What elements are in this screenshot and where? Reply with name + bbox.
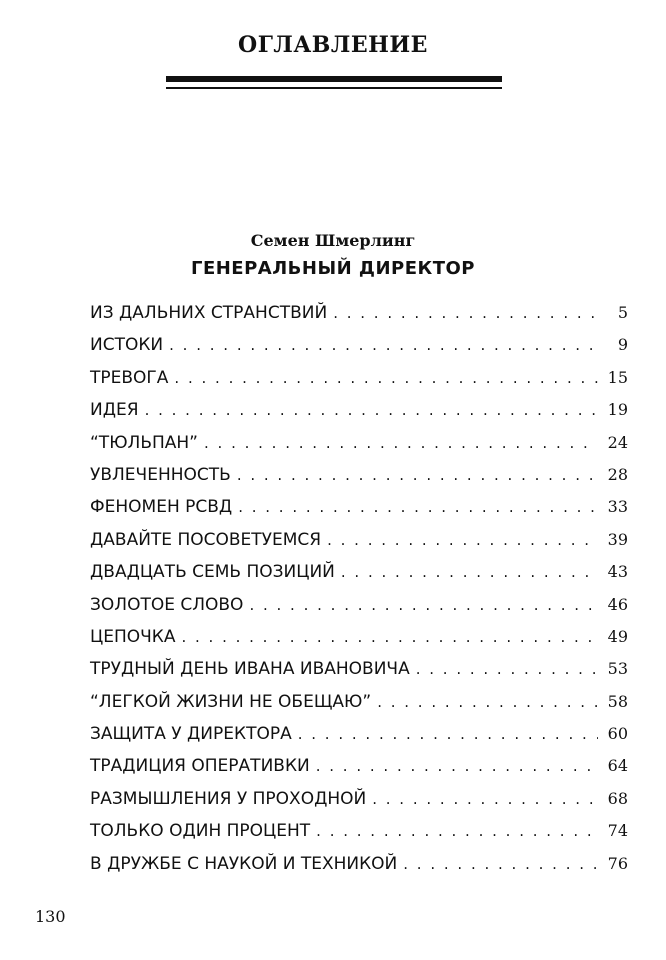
dot-leader [327, 531, 598, 549]
dot-leader [316, 822, 598, 840]
toc-entry [90, 433, 628, 465]
toc-entry-page: 9 [617, 335, 628, 355]
toc-entry-page: 58 [607, 691, 628, 711]
toc-entry [90, 400, 628, 432]
toc-entry [90, 692, 628, 724]
toc-entry [90, 789, 628, 821]
toc-entry-title: ТРУДНЫЙ ДЕНЬ ИВАНА ИВАНОВИЧА [90, 659, 410, 680]
dot-leader [377, 693, 598, 711]
dot-leader [181, 628, 598, 646]
toc-entry [90, 724, 628, 756]
toc-entry-title: ТОЛЬКО ОДИН ПРОЦЕНТ [90, 821, 311, 842]
dot-leader [249, 596, 598, 614]
toc-entry-title: “ТЮЛЬПАН” [90, 432, 198, 453]
toc-entry-page: 15 [607, 367, 628, 387]
toc-entry-title: В ДРУЖБЕ С НАУКОЙ И ТЕХНИКОЙ [90, 853, 398, 874]
page-number: 130 [35, 907, 66, 926]
toc-entry-page: 39 [607, 529, 628, 549]
dot-leader [204, 434, 598, 452]
toc-entry-page: 33 [607, 497, 628, 517]
toc-entry [90, 368, 628, 400]
toc-entry [90, 530, 628, 562]
toc-entry [90, 659, 628, 691]
toc-entry-title: ИДЕЯ [90, 400, 139, 421]
toc-entry-title: ФЕНОМЕН РСВД [90, 497, 233, 518]
dot-leader [298, 725, 598, 743]
toc-entry-title: ИЗ ДАЛЬНИХ СТРАНСТВИЙ [90, 303, 328, 323]
dot-leader [316, 757, 598, 775]
page-heading: ОГЛАВЛЕНИЕ [238, 32, 428, 58]
toc-entry-title: РАЗМЫШЛЕНИЯ У ПРОХОДНОЙ [90, 788, 367, 809]
heading-rule-thick [166, 76, 502, 82]
toc-entry-page: 46 [607, 594, 628, 614]
author-name: Семен Шмерлинг [250, 231, 416, 250]
toc-entry [90, 465, 628, 497]
dot-leader [416, 660, 598, 678]
dot-leader [372, 790, 598, 808]
dot-leader [237, 466, 598, 484]
toc-entry-page: 68 [607, 788, 628, 808]
toc-entry-page: 28 [607, 464, 628, 484]
toc-entry-page: 24 [607, 432, 628, 452]
toc-entry-page: 43 [607, 562, 628, 582]
toc-entry-title: ДАВАЙТЕ ПОСОВЕТУЕМСЯ [90, 529, 322, 550]
dot-leader [174, 369, 598, 387]
toc-entry-page: 76 [607, 853, 628, 873]
toc-entry-title: ИСТОКИ [90, 335, 164, 356]
toc-entry-title: ЗОЛОТОЕ СЛОВО [90, 594, 244, 615]
toc-entry-title: ЗАЩИТА У ДИРЕКТОРА [90, 724, 292, 745]
book-title: ГЕНЕРАЛЬНЫЙ ДИРЕКТОР [190, 258, 476, 279]
toc-entry-page: 60 [607, 724, 628, 744]
toc-entry-page: 53 [607, 659, 628, 679]
toc-entry-title: “ЛЕГКОЙ ЖИЗНИ НЕ ОБЕЩАЮ” [90, 691, 372, 712]
toc-entry-title: ДВАДЦАТЬ СЕМЬ ПОЗИЦИЙ [90, 562, 335, 583]
dot-leader [403, 855, 598, 873]
toc-entry [90, 595, 628, 627]
dot-leader [341, 563, 598, 581]
heading-rule-thin [166, 87, 502, 89]
toc-entry-page: 49 [607, 626, 628, 646]
toc-entry [90, 303, 628, 335]
toc-entry [90, 562, 628, 594]
table-of-contents [90, 303, 628, 886]
toc-entry [90, 627, 628, 659]
toc-entry-title: ЦЕПОЧКА [90, 626, 176, 647]
toc-entry [90, 756, 628, 788]
toc-entry-page: 74 [607, 821, 628, 841]
toc-entry-title: ТРАДИЦИЯ ОПЕРАТИВКИ [90, 756, 310, 777]
dot-leader [238, 498, 598, 516]
toc-entry-page: 5 [617, 303, 628, 322]
toc-entry-page: 64 [607, 756, 628, 776]
dot-leader [333, 304, 598, 322]
toc-entry [90, 854, 628, 886]
dot-leader [145, 401, 598, 419]
toc-entry [90, 821, 628, 853]
toc-entry [90, 497, 628, 529]
toc-entry-title: УВЛЕЧЕННОСТЬ [90, 464, 231, 485]
toc-entry [90, 335, 628, 367]
toc-entry-title: ТРЕВОГА [90, 367, 169, 388]
dot-leader [169, 336, 598, 354]
toc-entry-page: 19 [607, 400, 628, 420]
